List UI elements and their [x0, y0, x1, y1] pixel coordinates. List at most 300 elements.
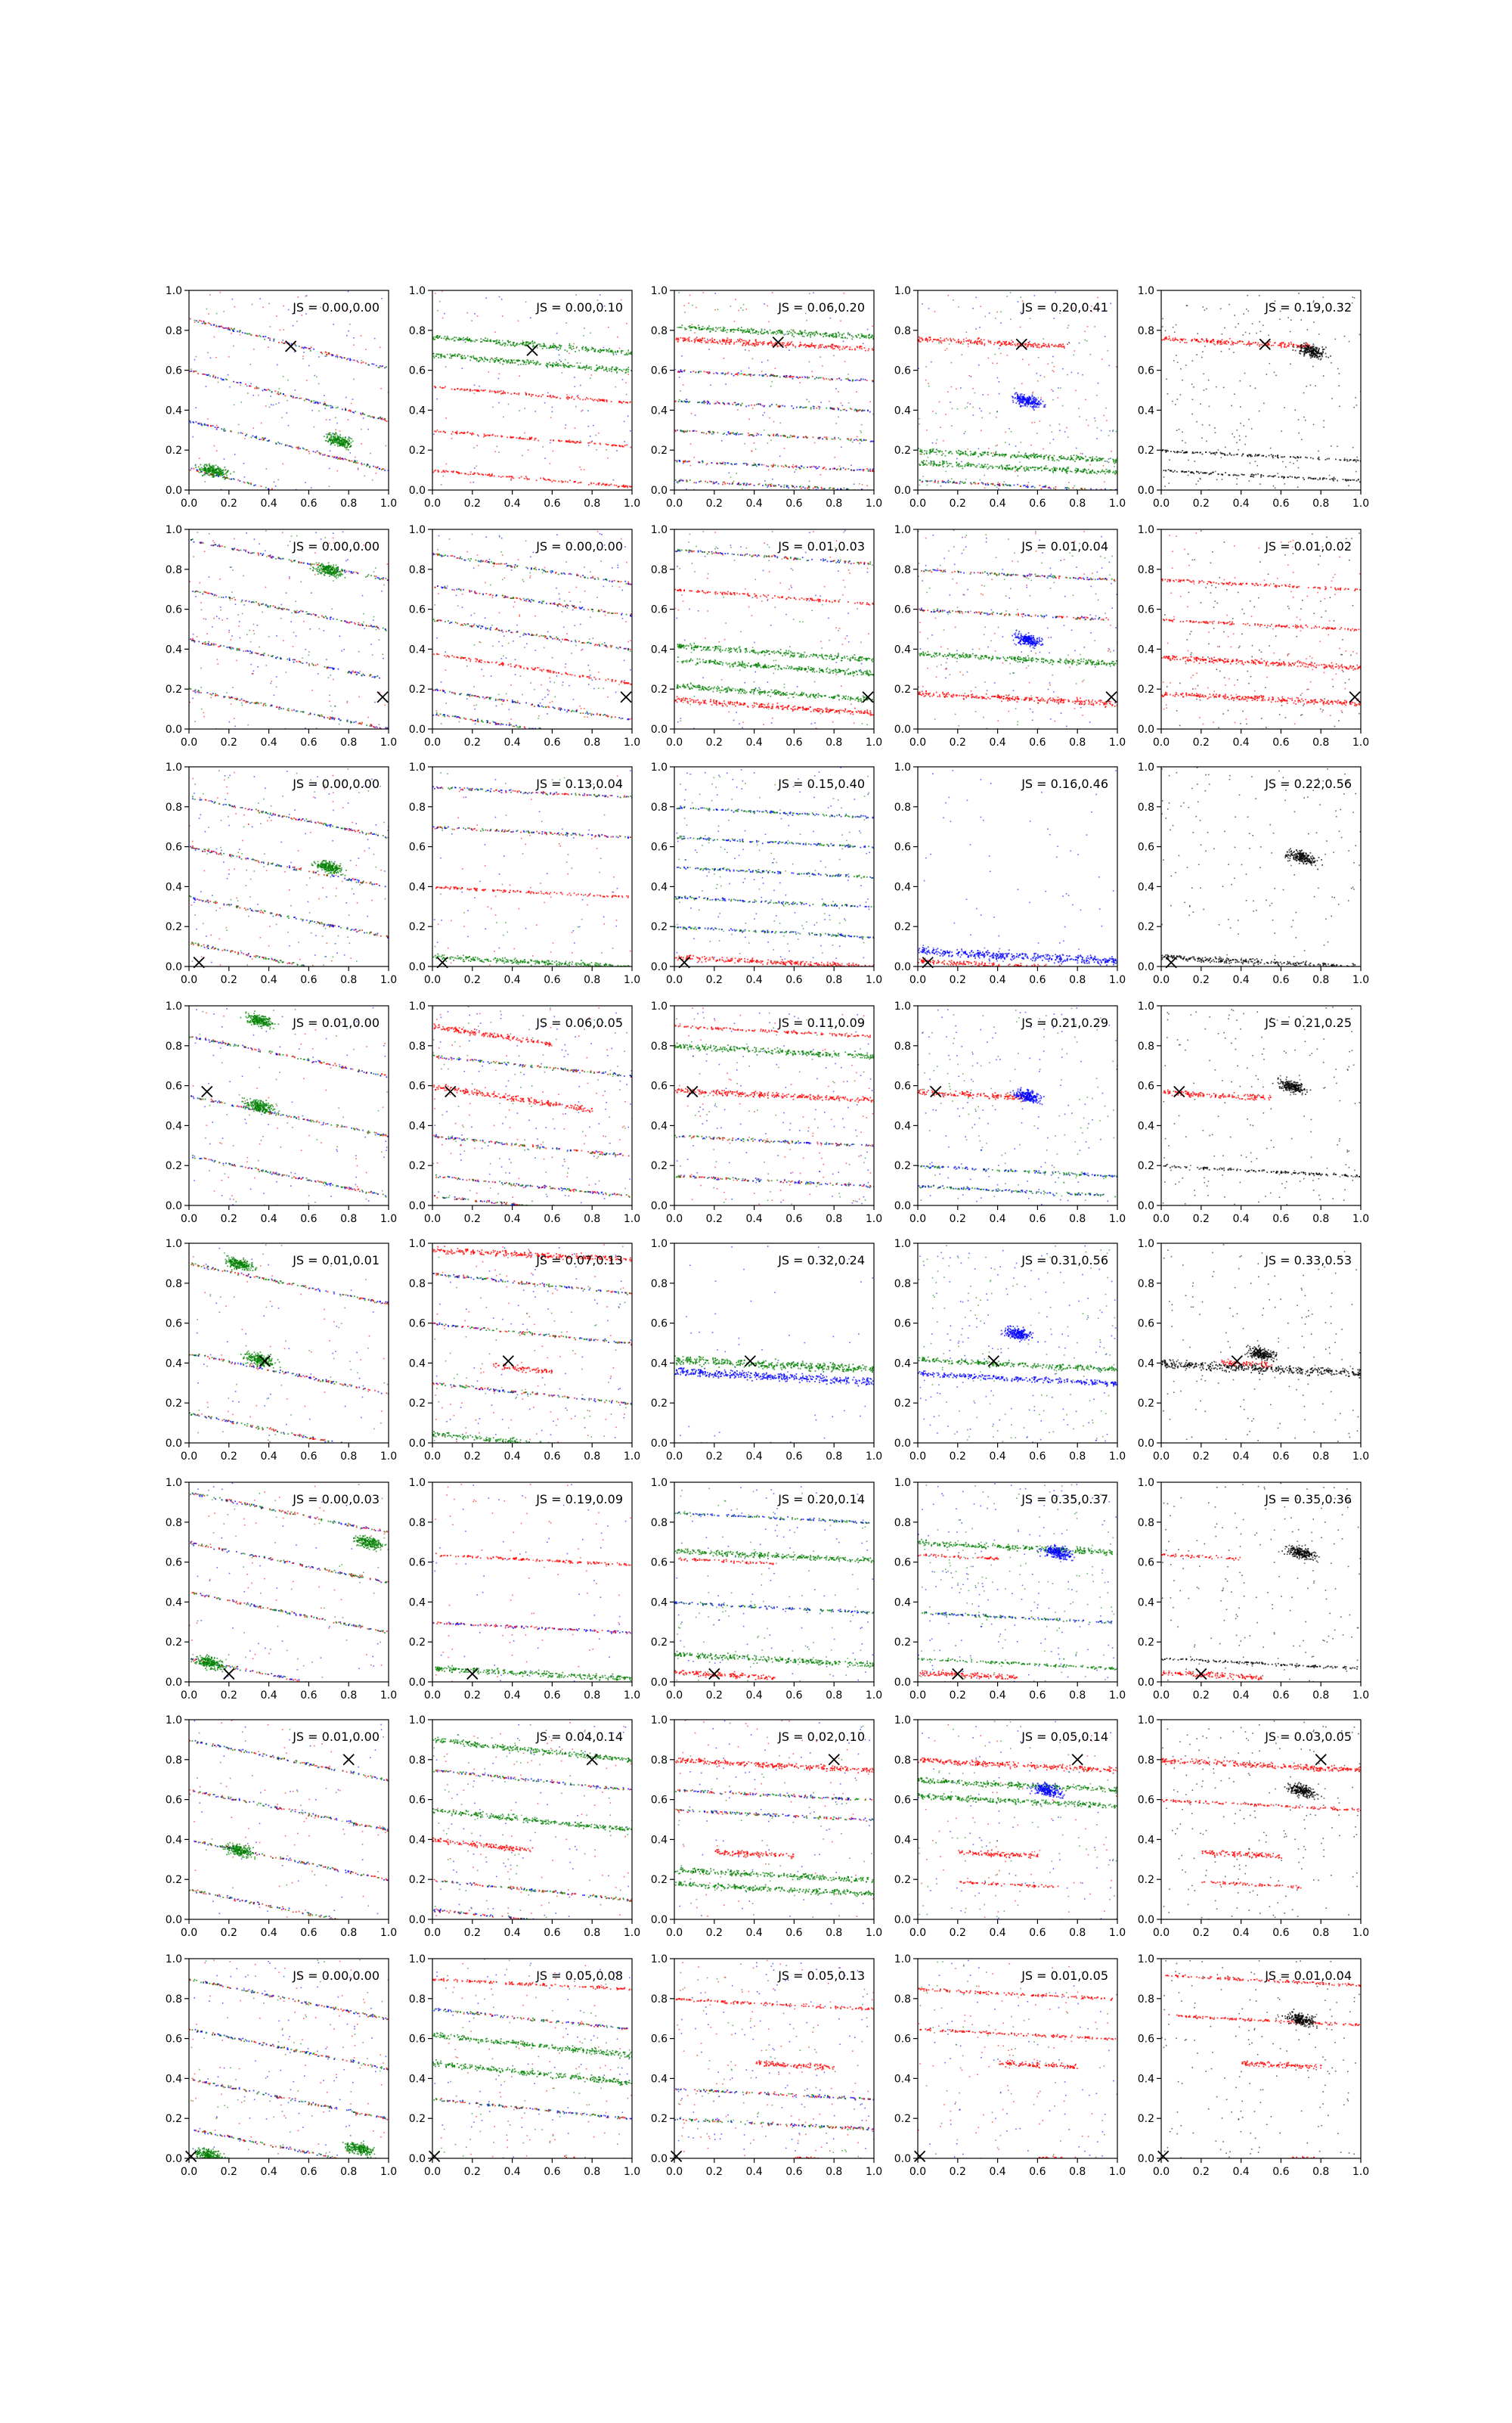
x-tick-label: 0.8: [340, 498, 357, 510]
y-tick-label: 0.8: [166, 325, 182, 337]
data-point: [984, 488, 986, 489]
data-point: [311, 401, 312, 402]
data-point: [854, 348, 856, 349]
data-point: [990, 341, 991, 343]
data-point: [1110, 458, 1111, 459]
data-point: [867, 329, 869, 330]
data-point: [729, 343, 730, 345]
data-point: [804, 336, 805, 337]
data-point: [707, 403, 708, 405]
data-point: [445, 432, 446, 433]
data-point: [534, 343, 535, 344]
data-point: [531, 437, 533, 439]
data-point: [943, 339, 945, 340]
data-point: [339, 442, 341, 444]
data-point: [334, 505, 336, 507]
data-point: [942, 480, 943, 482]
data-point: [557, 365, 559, 367]
data-point: [336, 504, 337, 506]
data-point: [502, 476, 503, 477]
data-point: [612, 352, 614, 353]
data-point: [1104, 482, 1105, 483]
data-point: [922, 481, 923, 482]
data-point: [968, 465, 969, 467]
data-point: [622, 350, 624, 352]
data-point: [771, 404, 773, 405]
data-point: [535, 362, 537, 364]
data-point: [1009, 428, 1010, 430]
data-point: [738, 310, 739, 312]
data-point: [228, 374, 229, 376]
data-point: [1034, 455, 1036, 457]
data-point: [710, 339, 711, 340]
data-point: [262, 307, 264, 309]
data-point: [684, 327, 686, 329]
data-point: [973, 482, 974, 484]
data-point: [329, 353, 330, 355]
data-point: [935, 443, 937, 445]
data-point: [299, 398, 300, 399]
data-point: [1067, 457, 1069, 458]
data-point: [794, 487, 795, 489]
data-point: [974, 451, 976, 453]
data-point: [550, 365, 551, 366]
data-point: [940, 464, 941, 466]
data-point: [733, 481, 735, 482]
data-point: [981, 417, 983, 419]
data-point: [569, 343, 571, 345]
data-point: [494, 476, 495, 477]
data-point: [601, 368, 603, 369]
data-point: [719, 340, 720, 342]
data-point: [1014, 455, 1015, 456]
data-point: [494, 361, 495, 362]
data-point: [793, 329, 795, 330]
data-point: [542, 446, 544, 448]
data-point: [859, 483, 860, 485]
data-point: [826, 436, 828, 438]
data-point: [1040, 375, 1042, 377]
data-point: [611, 368, 612, 370]
data-point: [209, 323, 211, 324]
data-point: [508, 361, 510, 363]
data-point: [353, 344, 355, 346]
data-point: [799, 382, 801, 383]
data-point: [766, 465, 767, 467]
data-point: [769, 417, 770, 419]
data-point: [985, 316, 987, 318]
data-point: [682, 337, 683, 339]
data-point: [500, 362, 501, 364]
data-point: [251, 437, 253, 439]
data-point: [814, 347, 816, 349]
data-point: [749, 340, 751, 341]
data-point: [326, 352, 327, 353]
data-point: [725, 330, 727, 331]
data-point: [363, 417, 364, 419]
data-point: [970, 341, 971, 343]
data-point: [943, 440, 944, 442]
data-point: [843, 341, 844, 343]
data-point: [233, 381, 234, 383]
data-point: [457, 388, 458, 389]
data-point: [492, 434, 494, 436]
data-point: [253, 436, 254, 437]
data-point: [740, 341, 742, 343]
data-point: [456, 337, 457, 339]
data-point: [965, 464, 966, 466]
data-point: [339, 457, 341, 458]
data-point: [469, 340, 471, 341]
data-point: [862, 484, 863, 486]
data-point: [268, 337, 269, 339]
data-point: [715, 403, 717, 405]
data-point: [612, 444, 614, 445]
data-point: [528, 449, 529, 451]
data-point: [754, 436, 755, 437]
data-point: [723, 339, 725, 340]
data-point: [559, 359, 561, 361]
data-point: [372, 479, 373, 481]
axes-frame: [674, 290, 874, 490]
data-point: [198, 467, 200, 468]
data-point: [700, 481, 702, 482]
data-point: [268, 346, 269, 348]
data-point: [1108, 435, 1110, 436]
data-point: [470, 471, 472, 473]
data-point: [974, 453, 975, 455]
data-point: [612, 352, 614, 354]
data-point: [785, 436, 786, 437]
data-point: [584, 347, 586, 349]
data-point: [529, 437, 531, 439]
data-point: [575, 481, 576, 482]
data-point: [627, 374, 629, 375]
data-point: [214, 337, 215, 338]
data-point: [1020, 486, 1021, 487]
data-point: [1086, 470, 1087, 471]
data-point: [616, 371, 618, 373]
data-point: [1036, 345, 1037, 346]
data-point: [736, 374, 737, 375]
data-point: [598, 399, 600, 400]
data-point: [195, 467, 197, 468]
data-point: [559, 398, 561, 399]
data-point: [989, 312, 990, 314]
data-point: [1038, 467, 1040, 469]
data-point: [218, 470, 219, 471]
data-point: [494, 361, 495, 363]
data-point: [285, 445, 287, 446]
data-point: [197, 321, 199, 323]
data-point: [252, 304, 253, 306]
data-point: [1022, 456, 1024, 458]
data-point: [454, 337, 455, 338]
data-point: [1005, 454, 1006, 455]
data-point: [479, 357, 481, 358]
data-point: [860, 410, 861, 411]
data-point: [209, 376, 211, 377]
data-point: [498, 342, 500, 343]
data-point: [1035, 467, 1036, 468]
data-point: [311, 487, 312, 489]
data-point: [821, 487, 823, 489]
data-point: [1067, 374, 1068, 376]
data-point: [745, 331, 746, 333]
data-point: [326, 433, 327, 435]
data-point: [378, 417, 380, 419]
data-point: [281, 342, 283, 343]
data-point: [376, 365, 377, 367]
data-point: [588, 445, 590, 446]
data-point: [625, 402, 627, 403]
data-point: [736, 329, 738, 330]
x-tick-label: 1.0: [380, 498, 397, 510]
data-point: [852, 337, 854, 338]
data-point: [324, 436, 325, 437]
data-point: [1049, 346, 1050, 348]
data-point: [735, 433, 736, 435]
data-point: [1067, 436, 1069, 438]
data-point: [461, 358, 463, 359]
data-point: [838, 417, 839, 418]
data-point: [1054, 460, 1055, 461]
data-point: [543, 477, 544, 479]
data-point: [269, 407, 271, 408]
data-point: [869, 401, 871, 402]
data-point: [584, 327, 585, 329]
data-point: [810, 408, 812, 410]
data-point: [806, 437, 807, 439]
data-point: [973, 414, 974, 416]
data-point: [344, 458, 345, 460]
data-point: [1110, 303, 1111, 305]
data-point: [438, 354, 440, 355]
data-point: [1018, 451, 1020, 453]
data-point: [1036, 457, 1038, 458]
data-point: [439, 301, 441, 302]
data-point: [729, 433, 730, 435]
data-point: [920, 449, 922, 451]
data-point: [978, 464, 980, 465]
data-point: [720, 327, 721, 328]
data-point: [976, 467, 978, 468]
data-point: [1012, 344, 1014, 346]
data-point: [380, 388, 382, 389]
data-point: [958, 464, 959, 466]
data-point: [435, 355, 437, 357]
data-point: [596, 370, 597, 371]
data-point: [745, 374, 746, 376]
data-point: [331, 438, 333, 439]
data-point: [992, 455, 993, 457]
data-point: [994, 342, 996, 343]
data-point: [720, 341, 721, 343]
data-point: [435, 470, 436, 471]
data-point: [1031, 422, 1033, 423]
data-point: [988, 358, 990, 359]
data-point: [313, 400, 314, 402]
data-point: [591, 442, 593, 443]
data-point: [959, 483, 961, 485]
data-point: [330, 504, 332, 505]
data-point: [779, 456, 781, 458]
data-point: [295, 389, 296, 391]
data-point: [948, 480, 950, 482]
data-point: [1010, 456, 1012, 458]
data-point: [280, 330, 281, 331]
data-point: [354, 460, 355, 461]
data-point: [773, 333, 774, 334]
data-point: [441, 337, 442, 339]
data-point: [453, 355, 454, 356]
data-point: [1070, 459, 1071, 461]
data-point: [759, 483, 761, 485]
data-point: [345, 409, 347, 411]
data-point: [1037, 380, 1039, 382]
data-point: [708, 328, 709, 330]
data-point: [544, 402, 546, 404]
data-point: [600, 352, 601, 353]
data-point: [936, 464, 937, 466]
data-point: [771, 483, 773, 485]
data-point: [1058, 397, 1059, 399]
data-point: [816, 486, 818, 488]
data-point: [959, 453, 961, 455]
data-point: [990, 466, 991, 467]
data-point: [463, 337, 464, 339]
data-point: [1005, 442, 1006, 443]
data-point: [558, 346, 559, 348]
data-point: [767, 486, 769, 487]
data-point: [514, 392, 516, 394]
data-point: [600, 399, 601, 401]
data-point: [920, 341, 922, 343]
data-point: [962, 354, 963, 355]
data-point: [603, 483, 604, 485]
data-point: [767, 331, 769, 333]
data-point: [579, 482, 581, 483]
data-point: [255, 485, 256, 486]
data-point: [1068, 342, 1070, 343]
data-point: [575, 427, 576, 429]
data-point: [771, 342, 773, 343]
data-point: [981, 339, 982, 340]
data-point: [1067, 327, 1069, 329]
subplot-0-2: [651, 285, 882, 510]
data-point: [814, 334, 816, 335]
data-point: [329, 438, 330, 439]
data-point: [352, 411, 354, 413]
data-point: [470, 340, 472, 342]
data-point: [595, 443, 596, 445]
data-point: [337, 470, 339, 472]
data-point: [847, 468, 849, 470]
data-point: [265, 389, 266, 391]
data-point: [1091, 473, 1092, 474]
data-point: [678, 481, 680, 482]
data-point: [1012, 467, 1013, 469]
data-point: [529, 438, 531, 439]
data-point: [841, 334, 843, 336]
data-point: [689, 430, 691, 432]
data-point: [550, 439, 551, 441]
data-point: [941, 343, 943, 344]
data-point: [196, 407, 197, 408]
data-point: [525, 302, 527, 303]
data-point: [1005, 484, 1006, 486]
data-point: [303, 448, 305, 450]
data-point: [611, 371, 612, 372]
data-point: [521, 438, 522, 439]
data-point: [1103, 471, 1105, 473]
data-point: [590, 349, 592, 350]
data-point: [594, 370, 596, 371]
data-point: [1086, 340, 1088, 342]
data-point: [972, 343, 974, 344]
data-point: [959, 341, 960, 343]
data-point: [692, 305, 693, 306]
data-point: [686, 489, 687, 490]
data-point: [1059, 469, 1061, 470]
data-point: [274, 482, 275, 483]
data-point: [841, 380, 842, 381]
data-point: [956, 342, 957, 343]
data-point: [1058, 460, 1060, 461]
data-point: [764, 332, 766, 334]
data-point: [966, 406, 968, 408]
data-point: [835, 439, 836, 440]
data-point: [1062, 458, 1064, 459]
data-point: [485, 297, 487, 299]
data-point: [807, 377, 809, 379]
data-point: [321, 502, 322, 504]
data-point: [457, 472, 459, 473]
data-point: [292, 447, 293, 448]
data-point: [770, 386, 772, 387]
data-point: [947, 392, 949, 393]
data-point: [331, 442, 333, 444]
data-point: [566, 351, 568, 352]
data-point: [630, 447, 631, 448]
data-point: [981, 430, 982, 432]
data-point: [336, 442, 338, 444]
data-point: [458, 473, 460, 474]
data-point: [999, 381, 1000, 383]
data-point: [761, 329, 763, 330]
data-point: [339, 458, 341, 460]
data-point: [340, 440, 342, 442]
data-point: [723, 462, 724, 464]
data-point: [544, 479, 545, 480]
data-point: [725, 343, 727, 345]
data-point: [999, 483, 1000, 485]
data-point: [614, 445, 615, 446]
data-point: [498, 378, 500, 380]
data-point: [987, 340, 989, 342]
data-point: [1034, 422, 1036, 423]
data-point: [812, 346, 813, 347]
data-point: [1033, 392, 1034, 393]
data-point: [685, 329, 686, 330]
data-point: [736, 483, 738, 485]
data-point: [743, 304, 745, 306]
data-point: [595, 349, 596, 350]
data-point: [371, 363, 373, 365]
data-point: [849, 349, 850, 350]
data-point: [619, 348, 621, 349]
data-point: [367, 429, 369, 430]
